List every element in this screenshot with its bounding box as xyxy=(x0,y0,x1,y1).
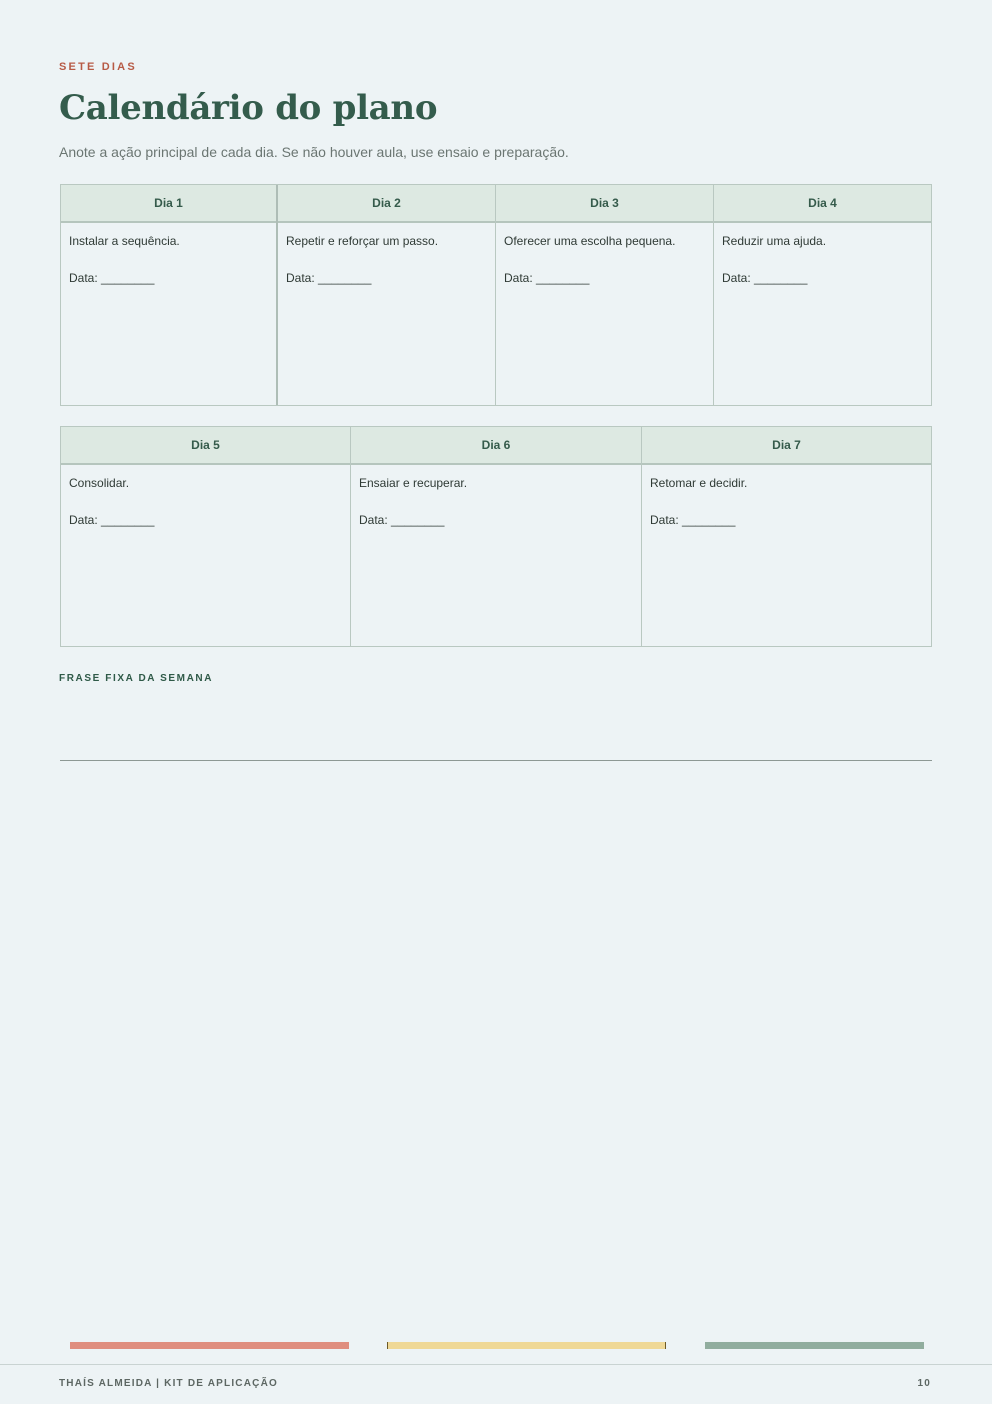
day-header: Dia 6 xyxy=(351,427,641,465)
day-date-field[interactable]: Data: ________ xyxy=(650,513,736,527)
day-body[interactable] xyxy=(61,223,276,405)
day-card-7 xyxy=(642,427,931,646)
day-task: Ensaiar e recuperar. xyxy=(359,476,468,490)
page-title: Calendário do plano xyxy=(59,88,438,128)
day-date-field[interactable]: Data: ________ xyxy=(69,513,155,527)
day-date-field[interactable]: Data: ________ xyxy=(359,513,445,527)
calendar-grid-week-1 xyxy=(60,184,932,406)
day-body[interactable] xyxy=(496,223,713,405)
page-number: 10 xyxy=(917,1378,931,1389)
day-card-5 xyxy=(61,427,351,646)
day-task: Consolidar. xyxy=(69,476,130,490)
day-body[interactable] xyxy=(61,465,350,646)
day-card-4 xyxy=(714,185,931,405)
day-date-field[interactable]: Data: ________ xyxy=(504,271,590,285)
day-body[interactable] xyxy=(642,465,931,646)
day-card-6 xyxy=(351,427,642,646)
accent-bar-green xyxy=(705,1342,924,1349)
day-task: Repetir e reforçar um passo. xyxy=(286,234,439,248)
day-task: Reduzir uma ajuda. xyxy=(722,234,827,248)
day-date-field[interactable]: Data: ________ xyxy=(722,271,808,285)
eyebrow-label: SETE DIAS xyxy=(59,61,137,73)
day-card-1 xyxy=(61,185,278,405)
day-task: Retomar e decidir. xyxy=(650,476,748,490)
day-header: Dia 1 xyxy=(61,185,276,223)
page-subtitle: Anote a ação principal de cada dia. Se não houver aula, use ensaio e preparação. xyxy=(59,144,569,160)
weekly-phrase-label: FRASE FIXA DA SEMANA xyxy=(59,673,214,684)
day-task: Instalar a sequência. xyxy=(69,234,180,248)
day-body[interactable] xyxy=(351,465,641,646)
day-body[interactable] xyxy=(278,223,495,405)
day-card-3 xyxy=(496,185,714,405)
day-header: Dia 7 xyxy=(642,427,931,465)
accent-bar-yellow xyxy=(387,1342,666,1349)
day-header: Dia 4 xyxy=(714,185,931,223)
day-header: Dia 3 xyxy=(496,185,713,223)
footer-credit: THAÍS ALMEIDA | KIT DE APLICAÇÃO xyxy=(59,1378,278,1389)
day-date-field[interactable]: Data: ________ xyxy=(286,271,372,285)
weekly-phrase-line[interactable] xyxy=(60,760,932,761)
day-header: Dia 2 xyxy=(278,185,495,223)
footer-divider xyxy=(0,1364,992,1365)
calendar-grid-week-2 xyxy=(60,426,932,647)
day-task: Oferecer uma escolha pequena. xyxy=(504,234,676,248)
accent-bar-red xyxy=(70,1342,349,1349)
day-date-field[interactable]: Data: ________ xyxy=(69,271,155,285)
day-card-2 xyxy=(278,185,496,405)
day-header: Dia 5 xyxy=(61,427,350,465)
day-body[interactable] xyxy=(714,223,931,405)
